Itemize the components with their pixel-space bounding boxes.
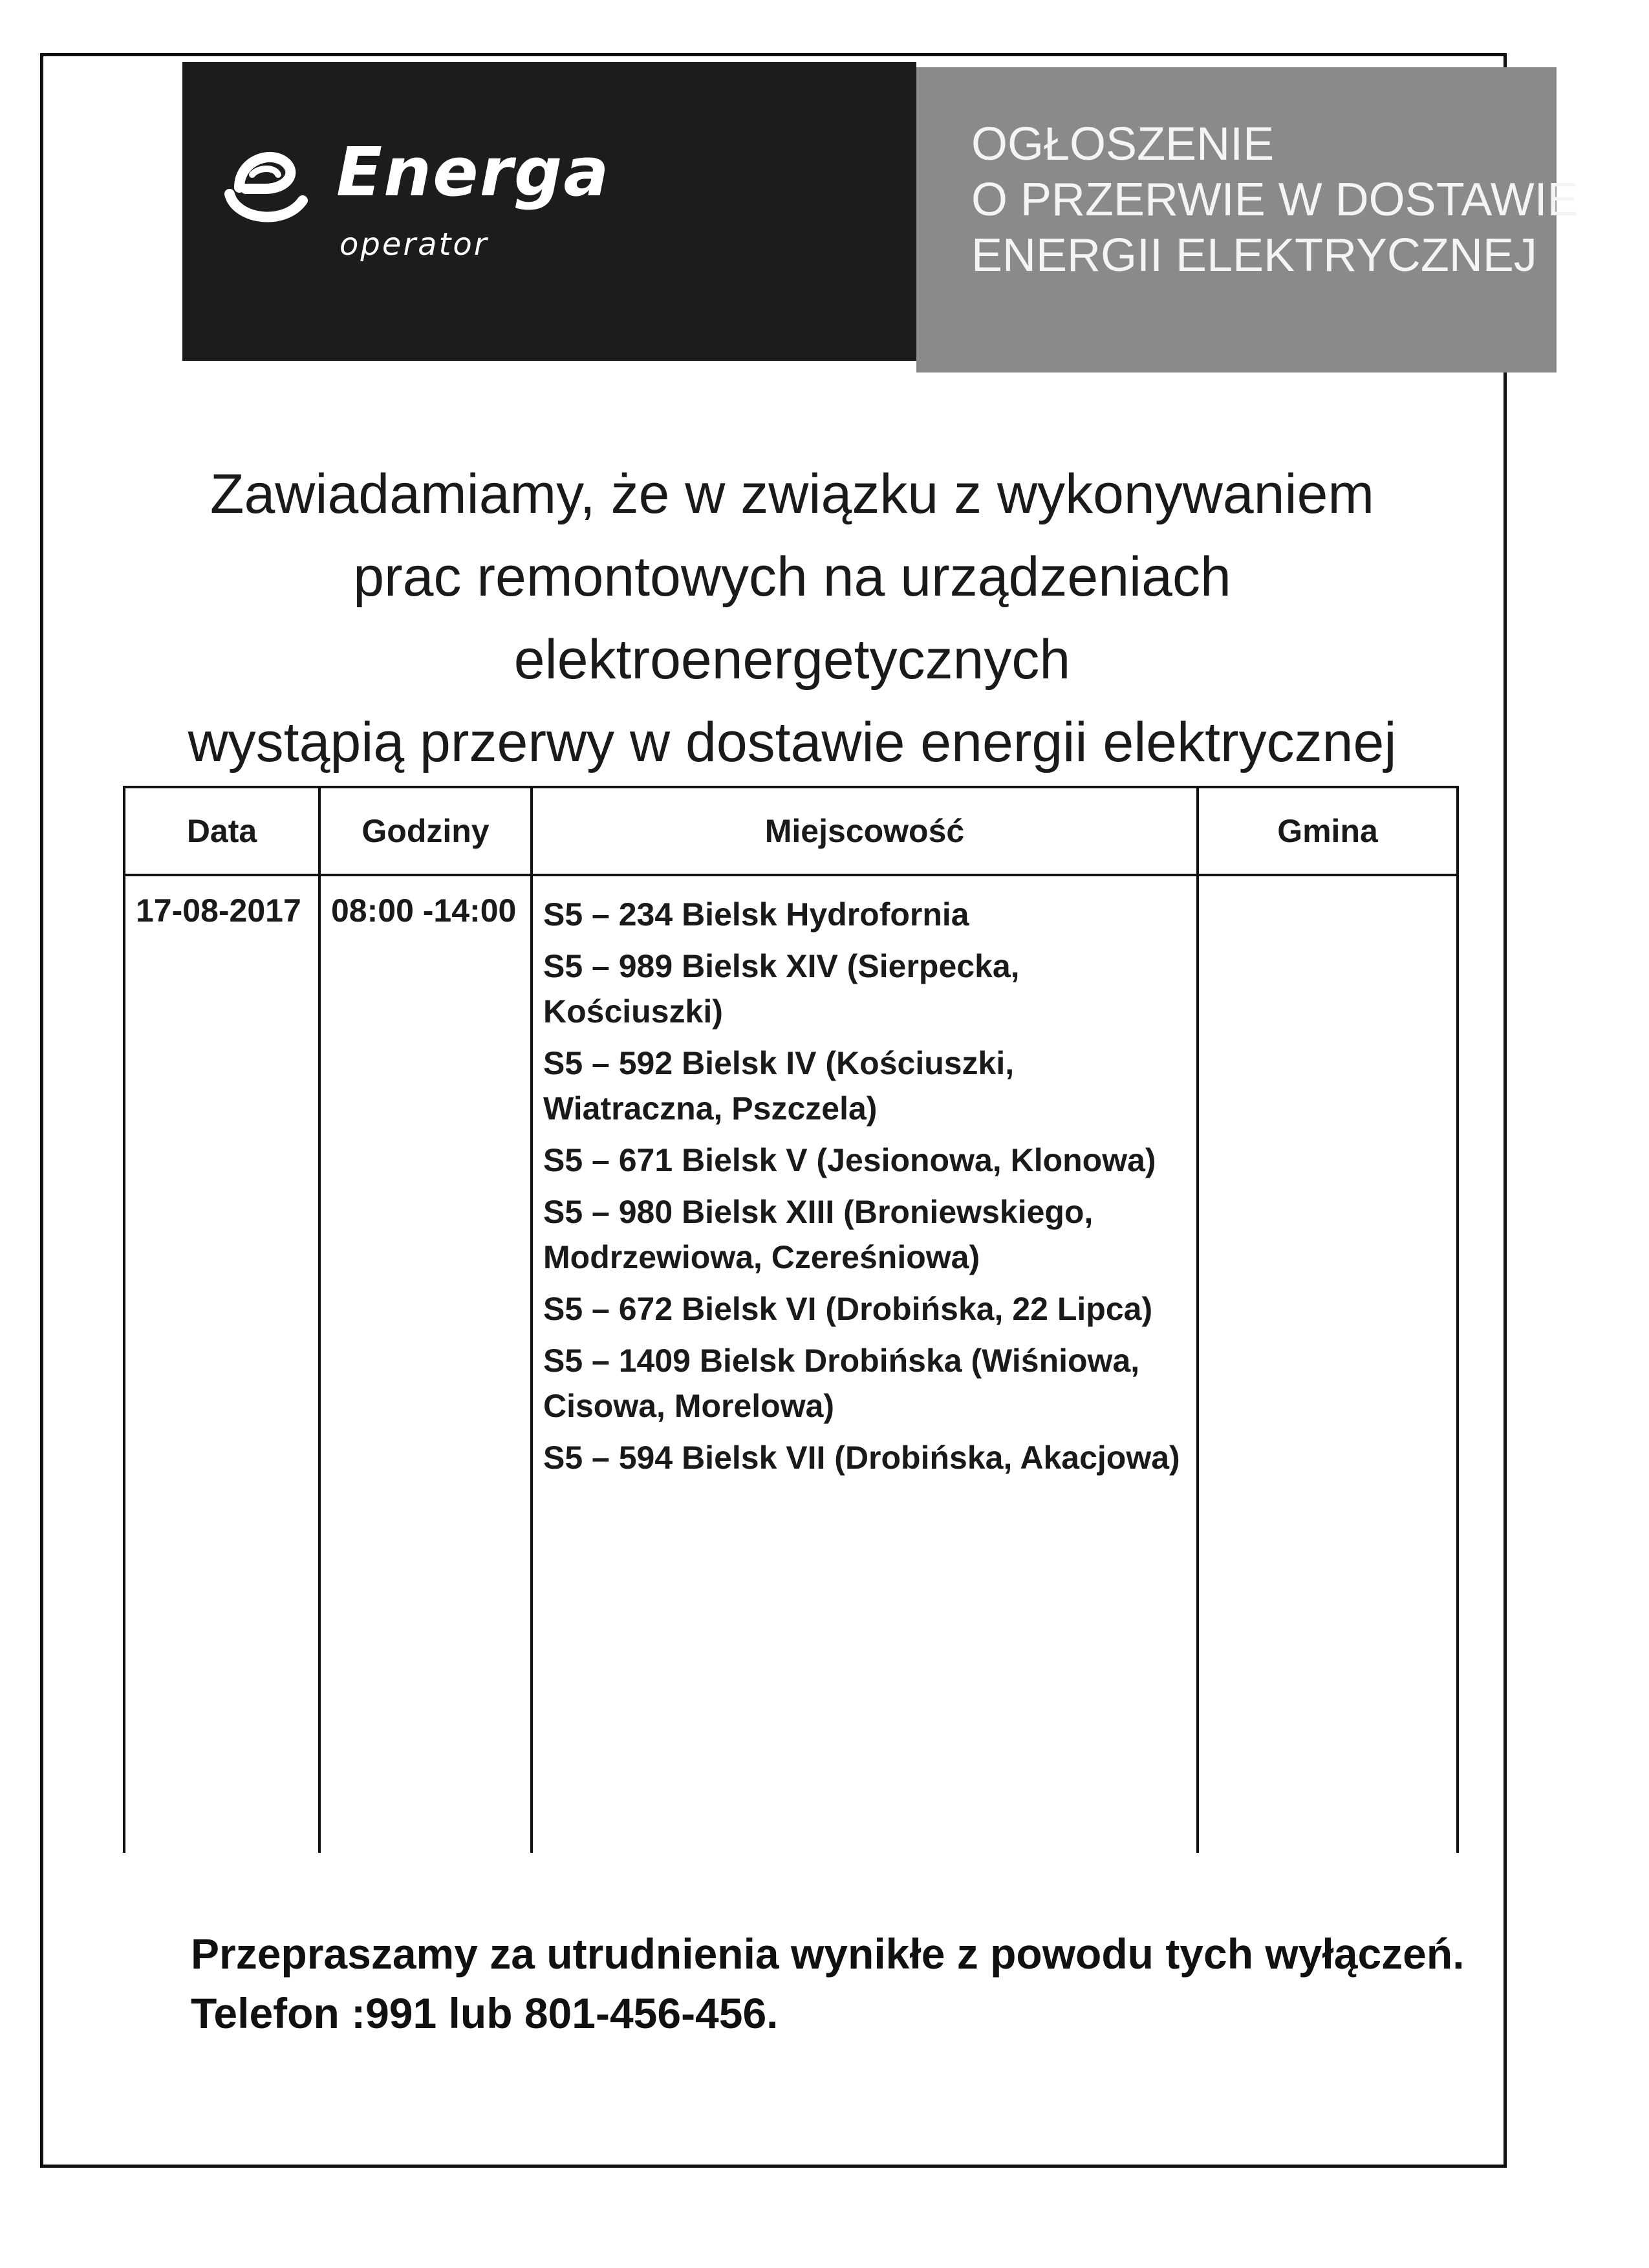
location-item: S5 – 671 Bielsk V (Jesionowa, Klonowa): [543, 1142, 1156, 1178]
brand-subtitle: operator: [339, 226, 489, 263]
footer-text: [191, 1924, 1484, 2043]
header-location: Miejscowość: [532, 787, 1198, 875]
location-item: S5 – 989 Bielsk XIV (Sierpecka, Kościuszki): [543, 948, 1020, 1030]
brand-name: Energa: [336, 133, 610, 211]
energa-logo-icon: [213, 129, 317, 233]
table-row: [124, 875, 1458, 1853]
cell-hours: 08:00 -14:00: [319, 875, 532, 1853]
location-item: S5 – 234 Bielsk Hydrofornia: [543, 896, 969, 933]
header-hours: Godziny: [319, 787, 532, 875]
cell-date: 17-08-2017: [124, 875, 319, 1853]
intro-line: wystąpią przerwy w dostawie energii elektrycznej: [188, 711, 1397, 773]
cell-gmina: [1198, 875, 1458, 1853]
location-item: S5 – 594 Bielsk VII (Drobińska, Akacjowa): [543, 1440, 1180, 1476]
location-item: S5 – 980 Bielsk XIII (Broniewskiego, Modrzewiowa, Czereśniowa): [543, 1194, 1094, 1275]
notice-title-line: OGŁOSZENIE: [971, 118, 1275, 170]
phone-text: Telefon :991 lub 801-456-456.: [191, 1989, 779, 2037]
notice-title: [971, 116, 1579, 283]
table-header-row: [124, 787, 1458, 875]
notice-title-line: ENERGII ELEKTRYCZNEJ: [971, 230, 1537, 281]
cell-locations: [532, 875, 1198, 1853]
apology-text: Przepraszamy za utrudnienia wynikłe z powodu tych wyłączeń.: [191, 1930, 1465, 1978]
location-item: S5 – 672 Bielsk VI (Drobińska, 22 Lipca): [543, 1291, 1153, 1327]
intro-line: elektroenergetycznych: [513, 629, 1071, 691]
notice-title-line: O PRZERWIE W DOSTAWIE: [971, 174, 1579, 226]
intro-text: [97, 453, 1487, 784]
intro-line: prac remontowych na urządzeniach: [353, 546, 1231, 608]
outage-table: [123, 786, 1459, 1853]
location-item: S5 – 592 Bielsk IV (Kościuszki, Wiatraczna, Pszczela): [543, 1045, 1015, 1127]
header-gmina: Gmina: [1198, 787, 1458, 875]
intro-line: Zawiadamiamy, że w związku z wykonywaniem: [210, 463, 1375, 525]
header-date: Data: [124, 787, 319, 875]
location-item: S5 – 1409 Bielsk Drobińska (Wiśniowa, Cisowa, Morelowa): [543, 1343, 1140, 1424]
